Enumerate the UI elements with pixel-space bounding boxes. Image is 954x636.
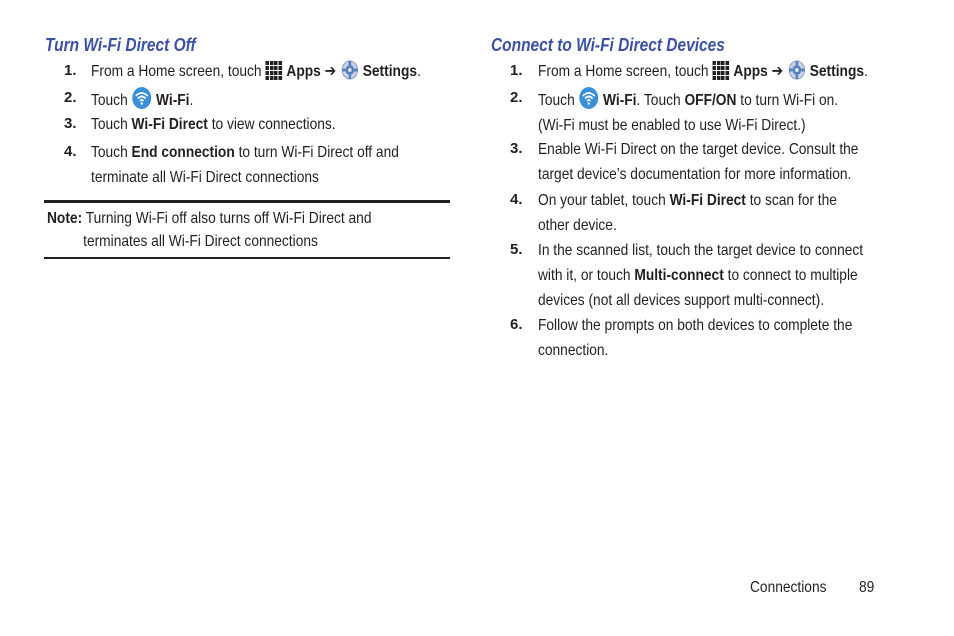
left-step-3: Touch Wi-Fi Direct to view connections. — [91, 116, 336, 133]
right-step-6: Follow the prompts on both devices to complete the connection. — [538, 317, 853, 359]
left-step-1: From a Home screen, touch Apps ➔ Settings. — [91, 59, 475, 84]
left-step-1-number: 1. — [64, 62, 77, 79]
right-step-5-number: 5. — [510, 241, 523, 258]
right-step-4-number: 4. — [510, 191, 523, 208]
left-section-heading: Turn Wi-Fi Direct Off — [45, 35, 196, 55]
wifi-icon — [132, 86, 153, 110]
left-step-2-number: 2. — [64, 89, 77, 106]
note: Note: Turning Wi-Fi off also turns off Wi-Fi Direct and terminates all Wi-Fi Direct connections — [47, 210, 372, 250]
settings-gear-icon — [340, 59, 359, 81]
right-step-6-number: 6. — [510, 316, 523, 333]
footer-section-name: Connections — [750, 579, 827, 596]
settings-gear-icon — [787, 59, 806, 81]
right-step-5: In the scanned list, touch the target device to connect with it, or touch Multi-connect to connect to multiple devices (not all devices support multi-connect). — [538, 242, 864, 309]
note-top-rule — [44, 200, 450, 203]
right-step-4: On your tablet, touch Wi-Fi Direct to scan for the other device. — [538, 192, 837, 234]
apps-grid-icon — [712, 60, 729, 80]
right-step-3: Enable Wi-Fi Direct on the target device. Consult the target device’s documentation for more information. — [538, 141, 859, 183]
left-step-3-number: 3. — [64, 115, 77, 132]
left-step-4-number: 4. — [64, 143, 77, 160]
right-step-3-number: 3. — [510, 140, 523, 157]
right-step-1-number: 1. — [510, 62, 523, 79]
note-bottom-rule — [44, 257, 450, 259]
right-step-2: Touch Wi-Fi. Touch OFF/ON to turn Wi-Fi on. (Wi-Fi must be enabled to use Wi-Fi Direct.) — [538, 86, 887, 138]
left-step-4: Touch End connection to turn Wi-Fi Direct off and terminate all Wi-Fi Direct connections — [91, 144, 399, 186]
footer-page-number: 89 — [859, 579, 875, 596]
wifi-icon — [579, 86, 600, 110]
right-step-1: From a Home screen, touch Apps ➔ Settings. — [538, 59, 922, 84]
left-step-2: Touch Wi-Fi. — [91, 86, 210, 113]
note-label: Note: — [47, 210, 83, 227]
right-step-2-number: 2. — [510, 89, 523, 106]
right-section-heading: Connect to Wi-Fi Direct Devices — [491, 35, 725, 55]
apps-grid-icon — [265, 60, 282, 80]
